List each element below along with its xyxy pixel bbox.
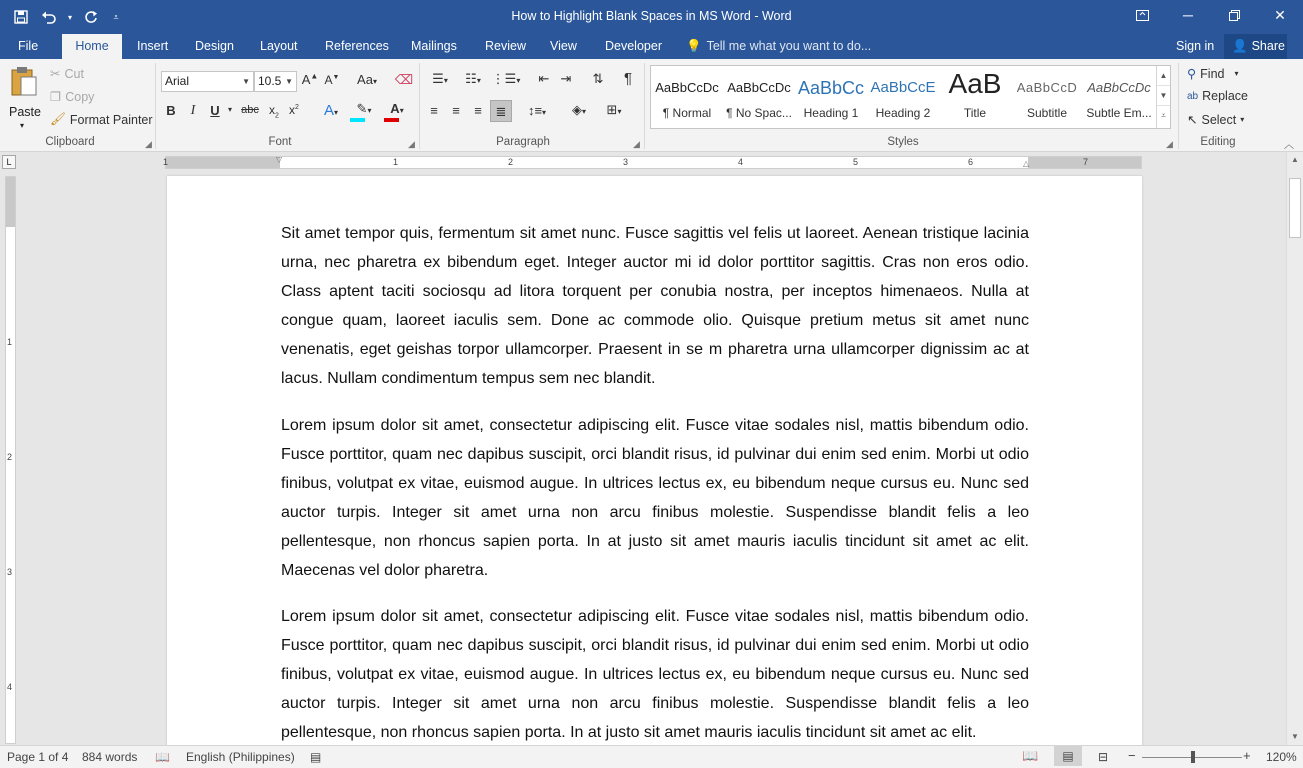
scissors-icon: ✂ bbox=[50, 67, 61, 81]
decrease-indent-button[interactable] bbox=[534, 71, 554, 87]
tell-me-box[interactable] bbox=[686, 34, 871, 59]
ruler-number: 4 bbox=[738, 157, 744, 167]
plus-icon: + bbox=[1243, 748, 1251, 763]
undo-dropdown[interactable]: ▾ bbox=[67, 12, 72, 22]
redo-icon bbox=[84, 10, 98, 24]
clipboard-launcher-icon[interactable]: ◢ bbox=[145, 139, 152, 149]
status-bar bbox=[0, 745, 1303, 768]
select-label: Select bbox=[1201, 112, 1237, 127]
align-center-button[interactable] bbox=[447, 103, 465, 118]
decrease-indent-icon: ⇤ bbox=[538, 71, 550, 86]
page-icon: ▤ bbox=[1062, 749, 1074, 763]
highlight-color-swatch bbox=[350, 118, 365, 122]
title-bar bbox=[0, 0, 1303, 34]
align-center-icon: ≡ bbox=[452, 103, 460, 118]
borders-button[interactable] bbox=[598, 102, 630, 118]
bullet-list-icon: ☰▾ bbox=[432, 71, 448, 86]
ribbon-display-options-button[interactable] bbox=[1119, 0, 1165, 30]
minus-icon: − bbox=[1128, 748, 1136, 763]
ruler-number: 7 bbox=[1083, 157, 1089, 167]
style-name: Heading 1 bbox=[803, 106, 859, 120]
grow-font-icon: A▲ bbox=[301, 72, 319, 88]
tab-insert[interactable]: Insert bbox=[137, 39, 169, 53]
strikethrough-icon: abc bbox=[241, 104, 259, 116]
style-heading-1[interactable] bbox=[795, 66, 867, 128]
strikethrough-button[interactable] bbox=[239, 104, 261, 116]
paste-dropdown-icon: ▾ bbox=[20, 121, 25, 130]
group-divider bbox=[644, 63, 645, 149]
ruler-number: 6 bbox=[968, 157, 974, 167]
zoom-slider-thumb[interactable] bbox=[1191, 751, 1195, 763]
close-icon: ✕ bbox=[1274, 6, 1286, 23]
change-case-icon: Aa▾ bbox=[357, 72, 377, 87]
align-right-icon: ≡ bbox=[474, 103, 482, 118]
bold-icon: B bbox=[166, 103, 176, 118]
style-preview: AaBbCc bbox=[797, 78, 865, 98]
web-layout-button[interactable] bbox=[1098, 750, 1108, 764]
read-mode-button[interactable] bbox=[1022, 748, 1038, 764]
eraser-icon: ⌫ bbox=[394, 72, 414, 87]
vertical-scrollbar[interactable] bbox=[1286, 152, 1303, 745]
window-controls bbox=[1119, 0, 1303, 30]
font-group-label: Font bbox=[268, 136, 292, 148]
styles-group-label: Styles bbox=[887, 136, 919, 148]
style-preview: AaBbCcE bbox=[870, 79, 936, 96]
tab-mailings[interactable]: Mailings bbox=[411, 39, 457, 53]
numbering-button[interactable] bbox=[458, 71, 488, 87]
ribbon-tabs bbox=[0, 34, 1303, 59]
style-subtitle[interactable] bbox=[1011, 66, 1083, 128]
italic-button[interactable] bbox=[185, 103, 201, 119]
text-effects-icon: A▾ bbox=[323, 102, 339, 119]
style-title[interactable] bbox=[939, 66, 1011, 128]
multilevel-list-button[interactable] bbox=[491, 71, 521, 87]
find-label: Find bbox=[1200, 66, 1225, 81]
undo-button[interactable] bbox=[36, 5, 62, 29]
style-subtle-emphasis[interactable] bbox=[1083, 66, 1155, 128]
lightbulb-icon: 💡 bbox=[686, 39, 702, 53]
styles-scroll-up-button[interactable] bbox=[1157, 66, 1170, 86]
font-name-box[interactable] bbox=[161, 71, 254, 92]
tab-selector[interactable] bbox=[2, 155, 16, 169]
font-size-dropdown-icon: ▼ bbox=[285, 77, 293, 86]
document-paragraph[interactable]: Lorem ipsum dolor sit amet, consectetur adipiscing elit. Fusce vitae sodales nisl, mattis bibendum odio. Fusce porttitor, quam nec dapibus suscipit, orci blandit risus, id pulvinar dui enim sed enim. Morbi ut odio finibus, volutpat ex vitae, euismod augue. In ultrices lectus ex, eu bibendum neque cursus eu. Nunc sed auctor turpis. Integer sit amet urna non arcu finibus molestie. Suspendisse blandit felis a leo pellentesque, non rhoncus sapien porta. In at justo sit amet mauris iaculis tincidunt sit amet ac elit. Maecenas vel dolor pharetra. bbox=[281, 417, 1029, 579]
find-button[interactable] bbox=[1187, 66, 1239, 81]
styles-gallery-scroll bbox=[1156, 66, 1170, 128]
tab-review[interactable]: Review bbox=[485, 39, 526, 53]
cut-label: Cut bbox=[64, 66, 84, 81]
numbered-list-icon: ☷▾ bbox=[465, 71, 481, 86]
copy-button[interactable] bbox=[50, 89, 94, 104]
chevron-down-icon: ▾ bbox=[227, 105, 232, 114]
chevron-up-icon: ▲ bbox=[1159, 71, 1168, 80]
paste-label: Paste bbox=[9, 105, 41, 119]
subscript-icon: $x_2$ bbox=[269, 103, 279, 120]
document-paragraph[interactable]: Sit amet tempor quis, fermentum sit amet nunc. Fusce sagittis vel felis ut laoreet. Aenean tristique lacinia urna, nec pharetra ex bibendum eget. Integer auctor mi id dolor porttitor sagittis. Cras non eros odio. Class aptent taciti sociosqu ad litora torquent per conubia nostra, per inceptos himenaeos. Nulla at congue quam, laoreet iaculis sem. Done ac commode olio. Quisque pretium metus sit amet nunc venenatis, eget geishas torpor ullamcorper. Praesent in se m pharetra urna ullamcorper dignissim ac at lacus. Nullam condimentum tempus sem nec blandit. bbox=[281, 225, 1029, 387]
clear-formatting-button[interactable] bbox=[394, 72, 414, 88]
ribbon-display-icon bbox=[1136, 10, 1149, 21]
text-effects-button[interactable] bbox=[316, 102, 346, 119]
multilevel-list-icon: ⋮☰▾ bbox=[491, 71, 521, 86]
styles-scroll-down-button[interactable] bbox=[1157, 86, 1170, 106]
style-name: Subtitle bbox=[1026, 106, 1068, 120]
font-size-value: 10.5 bbox=[258, 74, 282, 88]
chevron-up-icon: ▲ bbox=[1291, 155, 1299, 164]
chevron-down-icon: ▼ bbox=[1291, 732, 1299, 741]
font-name-value: Arial bbox=[165, 74, 190, 88]
subscript-button[interactable] bbox=[265, 103, 283, 119]
tab-developer[interactable]: Developer bbox=[605, 39, 662, 53]
scroll-down-button[interactable] bbox=[1287, 729, 1303, 745]
chevron-down-icon: ▾ bbox=[1234, 69, 1239, 78]
ruler-number: 1 bbox=[163, 157, 169, 167]
ribbon-home bbox=[0, 59, 1303, 152]
font-color-icon: A▾ bbox=[390, 101, 404, 116]
zoom-out-button[interactable] bbox=[1128, 748, 1136, 763]
bold-button[interactable] bbox=[163, 103, 179, 118]
paragraph-launcher-icon[interactable]: ◢ bbox=[633, 139, 640, 149]
sort-button[interactable] bbox=[588, 71, 608, 87]
print-layout-button[interactable] bbox=[1054, 746, 1082, 766]
sort-icon: ⇅ bbox=[592, 71, 604, 86]
book-icon: 📖 bbox=[1022, 748, 1039, 763]
style-preview: AaBbCcDc bbox=[1087, 80, 1151, 95]
tab-view[interactable]: View bbox=[550, 39, 577, 53]
font-color-button[interactable] bbox=[382, 101, 412, 116]
word-count[interactable]: 884 words bbox=[82, 750, 138, 764]
zoom-in-button[interactable] bbox=[1243, 748, 1251, 763]
shading-button[interactable] bbox=[563, 102, 595, 118]
style-no-spacing[interactable] bbox=[723, 66, 795, 128]
macro-recording-icon[interactable]: ▤ bbox=[310, 750, 322, 764]
style-preview: AaBbCcDc bbox=[655, 80, 719, 95]
style-preview: AaBbCcDc bbox=[727, 80, 791, 95]
justify-button[interactable] bbox=[490, 100, 512, 122]
scroll-up-button[interactable] bbox=[1287, 152, 1303, 168]
style-heading-2[interactable] bbox=[867, 66, 939, 128]
redo-button[interactable] bbox=[78, 5, 104, 29]
style-name: Title bbox=[963, 106, 987, 120]
replace-label: Replace bbox=[1202, 89, 1248, 103]
ruler-number: 5 bbox=[853, 157, 859, 167]
save-button[interactable] bbox=[8, 5, 34, 29]
window-title: How to Highlight Blank Spaces in MS Word - Word bbox=[511, 9, 792, 23]
minimize-button[interactable] bbox=[1165, 0, 1211, 30]
minimize-icon: ─ bbox=[1183, 7, 1193, 23]
tab-home[interactable]: Home bbox=[62, 34, 122, 59]
styles-more-button[interactable] bbox=[1157, 106, 1170, 126]
chevron-down-icon: ▾ bbox=[1240, 115, 1245, 124]
scrollbar-thumb[interactable] bbox=[1289, 178, 1301, 238]
top-margin-area bbox=[6, 177, 15, 227]
style-name: Heading 2 bbox=[875, 106, 931, 120]
paintbrush-icon: 🖌 bbox=[50, 112, 66, 126]
tell-me-text: Tell me what you want to do... bbox=[706, 39, 872, 53]
shrink-font-button[interactable] bbox=[323, 73, 341, 87]
replace-icon: ab bbox=[1187, 90, 1199, 102]
grow-font-button[interactable] bbox=[301, 72, 319, 87]
font-launcher-icon[interactable]: ◢ bbox=[408, 139, 415, 149]
style-preview: AaBbCcD bbox=[1016, 80, 1078, 95]
font-name-dropdown-icon: ▼ bbox=[242, 77, 250, 86]
show-formatting-marks-button[interactable] bbox=[618, 70, 638, 87]
paste-button[interactable] bbox=[6, 63, 42, 133]
underline-dropdown[interactable] bbox=[225, 105, 235, 114]
ruler-number: 1 bbox=[393, 157, 399, 167]
style-normal[interactable] bbox=[651, 66, 723, 128]
replace-button[interactable] bbox=[1187, 89, 1248, 103]
page-count[interactable]: Page 1 of 4 bbox=[7, 750, 69, 764]
bullets-button[interactable] bbox=[425, 71, 455, 87]
share-label: Share bbox=[1251, 39, 1285, 53]
tab-references[interactable]: References bbox=[325, 39, 389, 53]
first-line-indent-marker[interactable]: ▽ bbox=[276, 155, 283, 164]
pilcrow-icon: ¶ bbox=[623, 70, 633, 87]
borders-icon: ⊞▾ bbox=[606, 102, 622, 117]
document-paragraph[interactable]: Lorem ipsum dolor sit amet, consectetur adipiscing elit. Fusce vitae sodales nisl, mattis bibendum odio. Fusce porttitor, quam nec dapibus suscipit, orci blandit risus, id pulvinar dui enim sed enim. Morbi ut odio finibus, volutpat ex vitae, euismod augue. In ultrices lectus ex, eu bibendum neque cursus eu. Nunc sed auctor turpis. Integer sit amet urna non arcu finibus molestie. Suspendisse blandit felis a leo pellentesque, non rhoncus sapien porta. In at justo sit amet mauris iaculis tincidunt sit amet ac elit. bbox=[281, 608, 1029, 741]
close-button[interactable] bbox=[1257, 0, 1303, 30]
font-size-box[interactable] bbox=[254, 71, 297, 92]
right-indent-marker[interactable]: △ bbox=[1023, 159, 1030, 168]
style-preview: AaB bbox=[948, 68, 1002, 99]
customize-icon: ⩡ bbox=[113, 11, 119, 22]
restore-icon bbox=[1229, 10, 1240, 21]
sign-in-link[interactable]: Sign in bbox=[1176, 39, 1215, 53]
style-name: ¶ Normal bbox=[662, 106, 712, 120]
restore-button[interactable] bbox=[1211, 0, 1257, 30]
group-divider bbox=[419, 63, 420, 149]
italic-icon: I bbox=[190, 103, 196, 118]
copy-icon: ❐ bbox=[50, 90, 62, 104]
more-icon: ⩡ bbox=[1161, 111, 1166, 120]
customize-qat-button[interactable] bbox=[106, 5, 126, 29]
font-color-swatch bbox=[384, 118, 399, 122]
styles-gallery bbox=[650, 65, 1171, 129]
zoom-slider[interactable] bbox=[1142, 757, 1242, 758]
line-spacing-button[interactable] bbox=[522, 103, 552, 118]
cursor-icon: ↖ bbox=[1187, 113, 1198, 127]
format-painter-label: Format Painter bbox=[69, 112, 153, 127]
align-right-button[interactable] bbox=[469, 103, 487, 118]
collapse-ribbon-button[interactable] bbox=[1282, 136, 1296, 151]
zoom-level[interactable]: 120% bbox=[1266, 750, 1297, 764]
align-left-button[interactable] bbox=[425, 103, 443, 118]
tab-file[interactable]: File bbox=[18, 39, 39, 53]
highlighter-icon: ✎▾ bbox=[356, 101, 372, 116]
copy-label: Copy bbox=[65, 89, 95, 104]
search-icon: ⚲ bbox=[1187, 67, 1197, 81]
align-left-icon: ≡ bbox=[430, 103, 438, 118]
ruler-number: 2 bbox=[508, 157, 514, 167]
ruler-number: 1 bbox=[7, 337, 13, 347]
left-tab-icon: L bbox=[6, 157, 12, 167]
change-case-button[interactable] bbox=[352, 72, 382, 87]
document-page[interactable] bbox=[167, 176, 1142, 748]
select-button[interactable] bbox=[1187, 112, 1244, 127]
share-button[interactable] bbox=[1224, 34, 1287, 59]
web-icon: ⊟ bbox=[1098, 750, 1109, 764]
ruler-number: 3 bbox=[623, 157, 629, 167]
vertical-ruler[interactable] bbox=[5, 176, 16, 744]
increase-indent-button[interactable] bbox=[556, 71, 576, 87]
ruler-number: 3 bbox=[7, 567, 13, 577]
paint-bucket-icon: ◈▾ bbox=[571, 102, 586, 117]
ruler-number: 4 bbox=[7, 682, 13, 692]
justify-icon: ≣ bbox=[495, 104, 507, 119]
language-indicator[interactable]: English (Philippines) bbox=[186, 750, 295, 764]
undo-icon bbox=[41, 10, 57, 24]
person-add-icon: 👤 bbox=[1232, 39, 1248, 53]
chevron-up-icon: ︿ bbox=[1284, 140, 1294, 151]
horizontal-ruler[interactable] bbox=[165, 156, 1142, 169]
ruler-number: 2 bbox=[7, 452, 13, 462]
chevron-down-icon: ▼ bbox=[1159, 91, 1168, 100]
format-painter-button[interactable] bbox=[50, 112, 153, 127]
styles-launcher-icon[interactable]: ◢ bbox=[1166, 139, 1173, 149]
superscript-icon: $x^2$ bbox=[289, 103, 299, 117]
editing-group-label: Editing bbox=[1200, 136, 1236, 148]
text-highlight-button[interactable] bbox=[348, 101, 380, 117]
paragraph-group-label: Paragraph bbox=[496, 136, 550, 148]
increase-indent-icon: ⇥ bbox=[560, 71, 572, 86]
paste-icon bbox=[10, 65, 38, 97]
underline-button[interactable] bbox=[207, 103, 223, 118]
underline-icon: U bbox=[210, 103, 220, 118]
save-icon bbox=[14, 10, 28, 24]
shrink-font-icon: A▼ bbox=[324, 73, 340, 87]
proofing-icon[interactable]: 📖 bbox=[155, 750, 170, 764]
line-spacing-icon: ↕≡▾ bbox=[527, 103, 547, 118]
group-divider bbox=[155, 63, 156, 149]
clipboard-group-label: Clipboard bbox=[45, 136, 95, 148]
tab-layout[interactable]: Layout bbox=[260, 39, 298, 53]
style-name: ¶ No Spac... bbox=[726, 106, 792, 120]
tab-design[interactable]: Design bbox=[195, 39, 234, 53]
superscript-button[interactable] bbox=[285, 103, 303, 117]
style-name: Subtle Em... bbox=[1086, 106, 1152, 120]
cut-button[interactable] bbox=[50, 66, 84, 81]
quick-access-toolbar bbox=[8, 5, 126, 29]
left-margin-area bbox=[166, 155, 283, 168]
